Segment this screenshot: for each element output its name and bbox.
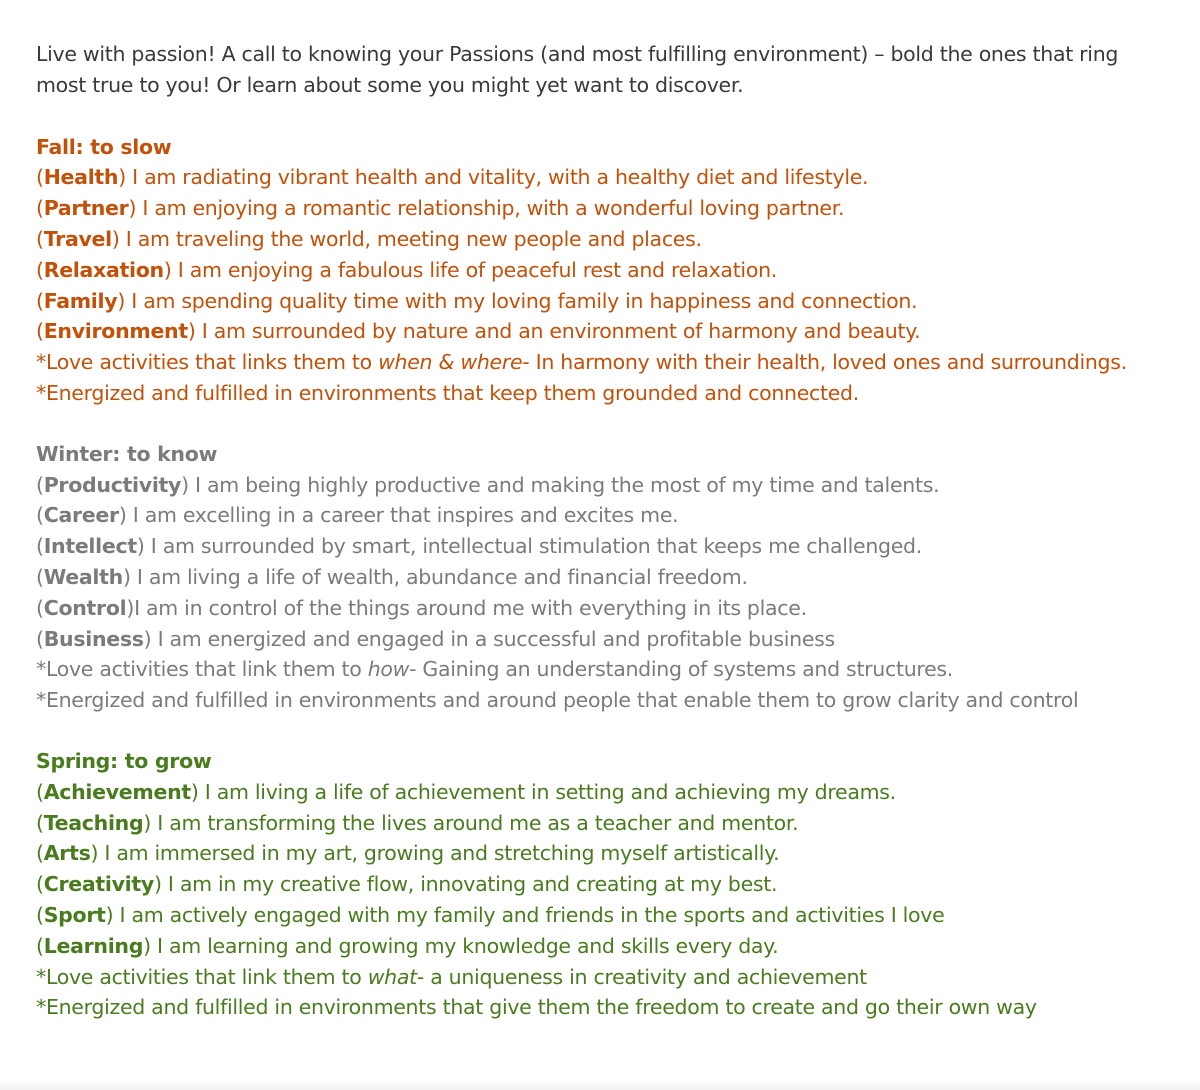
page-bottom-edge <box>0 1080 1200 1090</box>
passion-text: I am radiating vibrant health and vitality, with a healthy diet and lifestyle. <box>125 165 869 190</box>
passion-line-teaching: (Teaching) I am transforming the lives around me as a teacher and mentor. <box>36 810 799 835</box>
passion-tag: Partner <box>43 196 129 221</box>
note-emphasis: how <box>367 657 410 682</box>
note-emphasis: what <box>367 964 417 989</box>
passion-tag: Health <box>43 165 119 190</box>
passion-line-creativity: (Creativity) I am in my creative flow, innovating and creating at my best. <box>36 872 778 897</box>
passion-line-travel: (Travel) I am traveling the world, meeting new people and places. <box>36 226 702 251</box>
passion-text: I am being highly productive and making the most of my time and talents. <box>188 472 940 497</box>
passion-text: I am enjoying a fabulous life of peaceful rest and relaxation. <box>171 257 777 282</box>
passion-line-business: (Business) I am energized and engaged in a successful and profitable business <box>36 626 835 651</box>
section-winter <box>36 439 1186 716</box>
note-text: *Love activities that link them to <box>36 964 368 989</box>
passion-tag: Wealth <box>43 564 123 589</box>
passion-text: I am living a life of achievement in setting and achieving my dreams. <box>198 779 896 804</box>
note-emphasis: when & where <box>378 350 523 375</box>
passion-line-intellect: (Intellect) I am surrounded by smart, intellectual stimulation that keeps me challenged. <box>36 534 922 559</box>
passion-text: I am surrounded by nature and an environment of harmony and beauty. <box>195 319 921 344</box>
passion-line-arts: (Arts) I am immersed in my art, growing and stretching myself artistically. <box>36 841 780 866</box>
passion-line-control: (Control)I am in control of the things around me with everything in its place. <box>36 595 807 620</box>
passion-tag: Business <box>43 626 144 651</box>
passion-tag: Productivity <box>43 472 182 497</box>
section-spring <box>36 746 1186 1023</box>
passion-tag: Travel <box>43 226 112 251</box>
passion-text: I am learning and growing my knowledge and skills every day. <box>150 933 779 958</box>
passion-tag: Learning <box>43 933 144 958</box>
passion-line-environment: (Environment) I am surrounded by nature and an environment of harmony and beauty. <box>36 319 921 344</box>
passion-tag: Arts <box>43 841 91 866</box>
passion-line-career: (Career) I am excelling in a career that inspires and excites me. <box>36 503 679 528</box>
passion-line-sport: (Sport) I am actively engaged with my family and friends in the sports and activities I love <box>36 902 945 927</box>
energized-note: *Energized and fulfilled in environments that give them the freedom to create and go their own way <box>36 995 1037 1020</box>
passion-tag: Environment <box>43 319 188 344</box>
energized-note: *Energized and fulfilled in environments and around people that enable them to grow clarity and control <box>36 688 1079 713</box>
passion-line-achievement: (Achievement) I am living a life of achievement in setting and achieving my dreams. <box>36 779 896 804</box>
note-text: *Love activities that links them to <box>36 350 379 375</box>
section-heading-spring: Spring: to grow <box>36 748 212 773</box>
passion-tag: Control <box>43 595 127 620</box>
document-body <box>36 39 1186 1053</box>
passion-text: I am living a life of wealth, abundance and financial freedom. <box>130 564 748 589</box>
love-activities-note <box>36 347 1186 378</box>
passion-text: I am immersed in my art, growing and stretching myself artistically. <box>98 841 780 866</box>
passion-tag: Creativity <box>43 872 154 897</box>
passion-line-partner: (Partner) I am enjoying a romantic relationship, with a wonderful loving partner. <box>36 196 845 221</box>
passion-text: I am transforming the lives around me as a teacher and mentor. <box>151 810 799 835</box>
section-fall <box>36 132 1186 409</box>
passion-text: I am actively engaged with my family and friends in the sports and activities I love <box>113 902 945 927</box>
passion-text: I am enjoying a romantic relationship, with a wonderful loving partner. <box>136 196 845 221</box>
passion-tag: Relaxation <box>43 257 164 282</box>
passion-line-relaxation: (Relaxation) I am enjoying a fabulous life of peaceful rest and relaxation. <box>36 257 777 282</box>
passion-text: I am surrounded by smart, intellectual stimulation that keeps me challenged. <box>144 534 922 559</box>
note-text: - In harmony with their health, loved ones and surroundings. <box>522 350 1127 375</box>
passion-tag: Intellect <box>43 534 137 559</box>
passion-text: I am excelling in a career that inspires and excites me. <box>126 503 679 528</box>
passion-tag: Teaching <box>43 810 144 835</box>
passion-line-wealth: (Wealth) I am living a life of wealth, abundance and financial freedom. <box>36 564 748 589</box>
passion-tag: Family <box>43 288 118 313</box>
passion-text: I am energized and engaged in a successful and profitable business <box>151 626 835 651</box>
passion-text: I am in my creative flow, innovating and creating at my best. <box>161 872 778 897</box>
passion-tag: Career <box>43 503 119 528</box>
love-activities-note <box>36 654 1186 685</box>
passion-text: I am traveling the world, meeting new people and places. <box>119 226 702 251</box>
passion-text: I am spending quality time with my loving family in happiness and connection. <box>125 288 918 313</box>
note-text: *Love activities that link them to <box>36 657 368 682</box>
passion-tag: Achievement <box>43 779 191 804</box>
intro-paragraph: Live with passion! A call to knowing your Passions (and most fulfilling environment) – bold the ones that ring most true to you! Or learn about some you might yet want to discover. <box>36 42 1119 97</box>
passion-line-family: (Family) I am spending quality time with my loving family in happiness and connection. <box>36 288 918 313</box>
passion-line-learning: (Learning) I am learning and growing my knowledge and skills every day. <box>36 933 779 958</box>
passion-text: I am in control of the things around me with everything in its place. <box>134 595 807 620</box>
energized-note: *Energized and fulfilled in environments that keep them grounded and connected. <box>36 380 859 405</box>
passion-line-health: (Health) I am radiating vibrant health and vitality, with a healthy diet and lifestyle. <box>36 165 869 190</box>
note-text: - Gaining an understanding of systems and structures. <box>409 657 953 682</box>
note-text: - a uniqueness in creativity and achievement <box>416 964 867 989</box>
section-heading-winter: Winter: to know <box>36 441 218 466</box>
passion-line-productivity: (Productivity) I am being highly productive and making the most of my time and talents. <box>36 472 940 497</box>
passion-tag: Sport <box>43 902 106 927</box>
love-activities-note <box>36 962 1186 993</box>
section-heading-fall: Fall: to slow <box>36 134 172 159</box>
